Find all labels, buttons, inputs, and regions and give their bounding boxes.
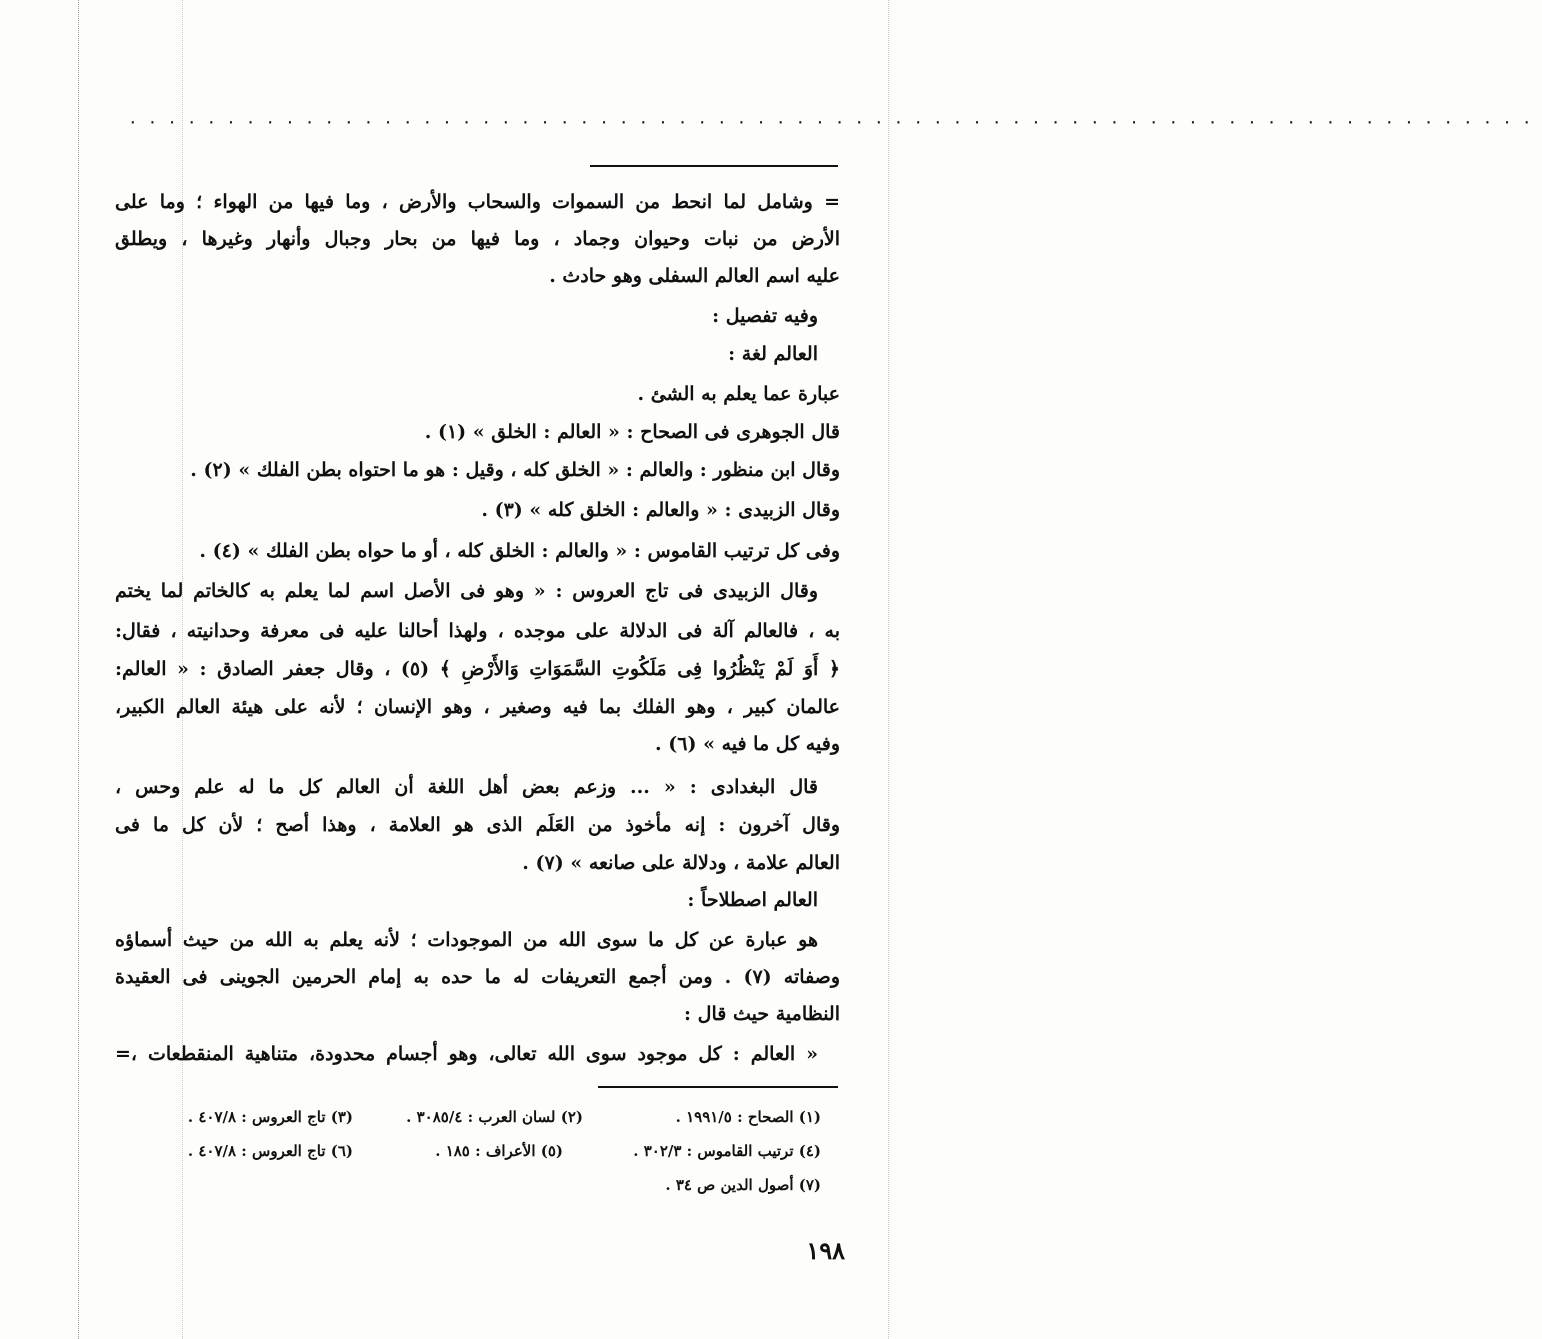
body-line: وقال الزبيدى فى تاج العروس : « وهو فى الأصل اسم لما يعلم به كالخاتم لما يختم	[115, 580, 818, 602]
body-line: العالم علامة ، ودلالة على صانعه » (٧) .	[522, 852, 840, 874]
footnote: (٢) لسان العرب : ٣٠٨٥/٤ .	[406, 1108, 583, 1126]
body-line: = وشامل لما انحط من السموات والسحاب والأرض ، وما فيها من الهواء ؛ وما على	[115, 191, 840, 213]
body-line: الأرض من نبات وحيوان وجماد ، وما فيها من بحار وجبال وأنهار وغيرها ، ويطلق	[115, 228, 840, 250]
dotted-header-rule: ········································································	[128, 113, 1542, 132]
body-line: وقال الزبيدى : « والعالم : الخلق كله » (٣) .	[481, 499, 840, 521]
footnote: (٤) ترتيب القاموس : ٣٠٢/٣ .	[633, 1142, 821, 1160]
page-edge-line	[78, 0, 79, 1339]
body-line: النظامية حيث قال :	[684, 1003, 840, 1025]
body-line: وفيه كل ما فيه » (٦) .	[655, 733, 840, 755]
body-line: هو عبارة عن كل ما سوى الله من الموجودات ؛ لأنه يعلم به الله من حيث أسماؤه	[115, 929, 818, 951]
footnote: (١) الصحاح : ١٩٩١/٥ .	[675, 1108, 821, 1126]
footnote: (٦) تاج العروس : ٤٠٧/٨ .	[187, 1142, 353, 1160]
section-heading: العالم لغة :	[728, 343, 818, 365]
page-edge-line	[888, 0, 889, 1339]
body-line: وصفاته (٧) . ومن أجمع التعريفات له ما حده به إمام الحرمين الجوينى فى العقيدة	[115, 966, 840, 988]
body-line: به ، فالعالم آلة فى الدلالة على موجده ، ولهذا أحالنا عليه فى معرفة وحدانيته ، فقال:	[115, 620, 840, 642]
footnote: (٣) تاج العروس : ٤٠٧/٨ .	[187, 1108, 353, 1126]
footnote-rule	[598, 1086, 838, 1088]
top-rule	[590, 165, 838, 167]
body-line: عبارة عما يعلم به الشئ .	[637, 383, 840, 405]
footnote: (٧) أصول الدين ص ٣٤ .	[665, 1176, 821, 1194]
body-line: وفى كل ترتيب القاموس : « والعالم : الخلق كله ، أو ما حواه بطن الفلك » (٤) .	[199, 540, 840, 562]
body-line: « العالم : كل موجود سوى الله تعالى، وهو أجسام محدودة، متناهية المنقطعات ،=	[115, 1043, 818, 1065]
page-number: ١٩٨	[806, 1236, 845, 1265]
body-line: عالمان كبير ، وهو الفلك بما فيه وصغير ، وهو الإنسان ؛ لأنه على هيئة العالم الكبير،	[115, 696, 840, 718]
body-line: وقال ابن منظور : والعالم : « الخلق كله ، وقيل : هو ما احتواه بطن الفلك » (٢) .	[190, 459, 840, 481]
body-line: وقال آخرون : إنه مأخوذ من العَلَم الذى هو العلامة ، وهذا أصح ؛ لأن كل ما فى	[115, 814, 840, 836]
body-line: قال البغدادى : « ... وزعم بعض أهل اللغة أن العالم كل ما له علم وحس ،	[115, 776, 818, 798]
footnote: (٥) الأعراف : ١٨٥ .	[435, 1142, 563, 1160]
quran-verse-line: ﴿ أَوَ لَمْ يَنْظُرُوا فِى مَلَكُوتِ السَّمَوَاتِ وَالأَرْضِ ﴾ (٥) ، وقال جعفر الصادق : « العالم:	[115, 658, 840, 680]
body-line: عليه اسم العالم السفلى وهو حادث .	[549, 265, 840, 287]
body-line: وفيه تفصيل :	[712, 305, 818, 327]
section-heading: العالم اصطلاحاً :	[687, 889, 818, 911]
body-line: قال الجوهرى فى الصحاح : « العالم : الخلق » (١) .	[424, 421, 840, 443]
